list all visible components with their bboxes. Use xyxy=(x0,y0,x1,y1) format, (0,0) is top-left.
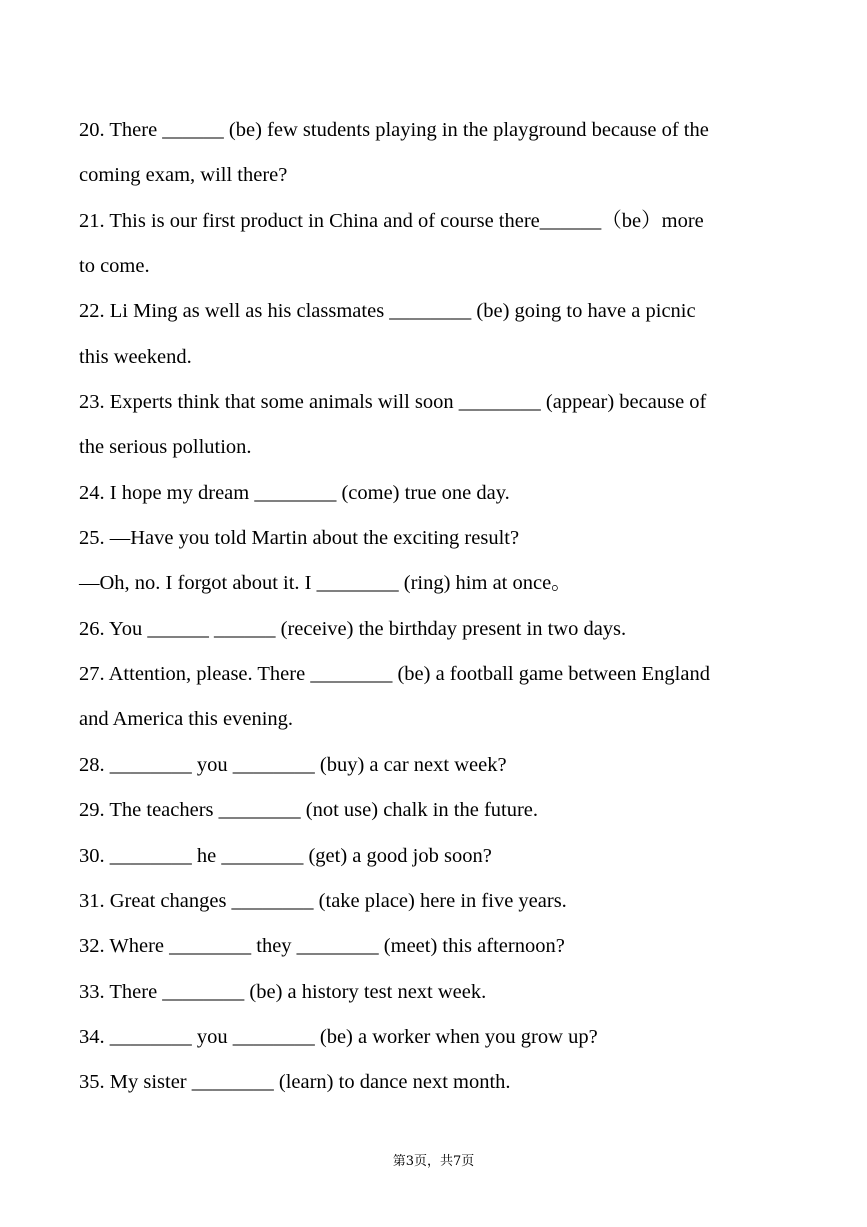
exercise-line-34: 34. ________ you ________ (be) a worker when you grow up? xyxy=(79,1025,598,1048)
exercise-line-20b: coming exam, will there? xyxy=(79,164,288,187)
exercise-line-21b: to come. xyxy=(79,255,150,278)
exercise-line-25b: —Oh, no. I forgot about it. I ________ (ring) him at once。 xyxy=(79,572,572,595)
exercise-line-27a: 27. Attention, please. There ________ (be) a football game between England xyxy=(79,663,710,686)
exercise-line-35: 35. My sister ________ (learn) to dance next month. xyxy=(79,1071,511,1094)
exercise-line-25a: 25. —Have you told Martin about the exciting result? xyxy=(79,527,520,550)
exercise-line-26: 26. You ______ ______ (receive) the birthday present in two days. xyxy=(79,617,627,640)
exercise-line-33: 33. There ________ (be) a history test next week. xyxy=(79,980,487,1003)
exercise-list xyxy=(79,108,799,1106)
exercise-line-24: 24. I hope my dream ________ (come) true one day. xyxy=(79,481,510,504)
exercise-line-20a: 20. There ______ (be) few students playing in the playground because of the xyxy=(79,119,709,141)
exercise-line-32: 32. Where ________ they ________ (meet) this afternoon? xyxy=(79,935,565,958)
exercise-line-27b: and America this evening. xyxy=(79,708,294,731)
page-number-footer: 第3页，共7页 xyxy=(392,1154,475,1169)
exercise-line-21a: 21. This is our first product in China and of course there______（be）more xyxy=(79,209,704,232)
exercise-line-29: 29. The teachers ________ (not use) chalk in the future. xyxy=(79,799,539,822)
exercise-line-22a: 22. Li Ming as well as his classmates ________ (be) going to have a picnic xyxy=(79,300,696,323)
exercise-line-31: 31. Great changes ________ (take place) here in five years. xyxy=(79,889,567,912)
exercise-line-23b: the serious pollution. xyxy=(79,436,252,459)
exercise-line-22b: this weekend. xyxy=(79,345,192,368)
exercise-line-30: 30. ________ he ________ (get) a good job soon? xyxy=(79,844,492,867)
exercise-line-28: 28. ________ you ________ (buy) a car next week? xyxy=(79,753,507,776)
exercise-line-23a: 23. Experts think that some animals will soon ________ (appear) because of xyxy=(79,391,707,414)
